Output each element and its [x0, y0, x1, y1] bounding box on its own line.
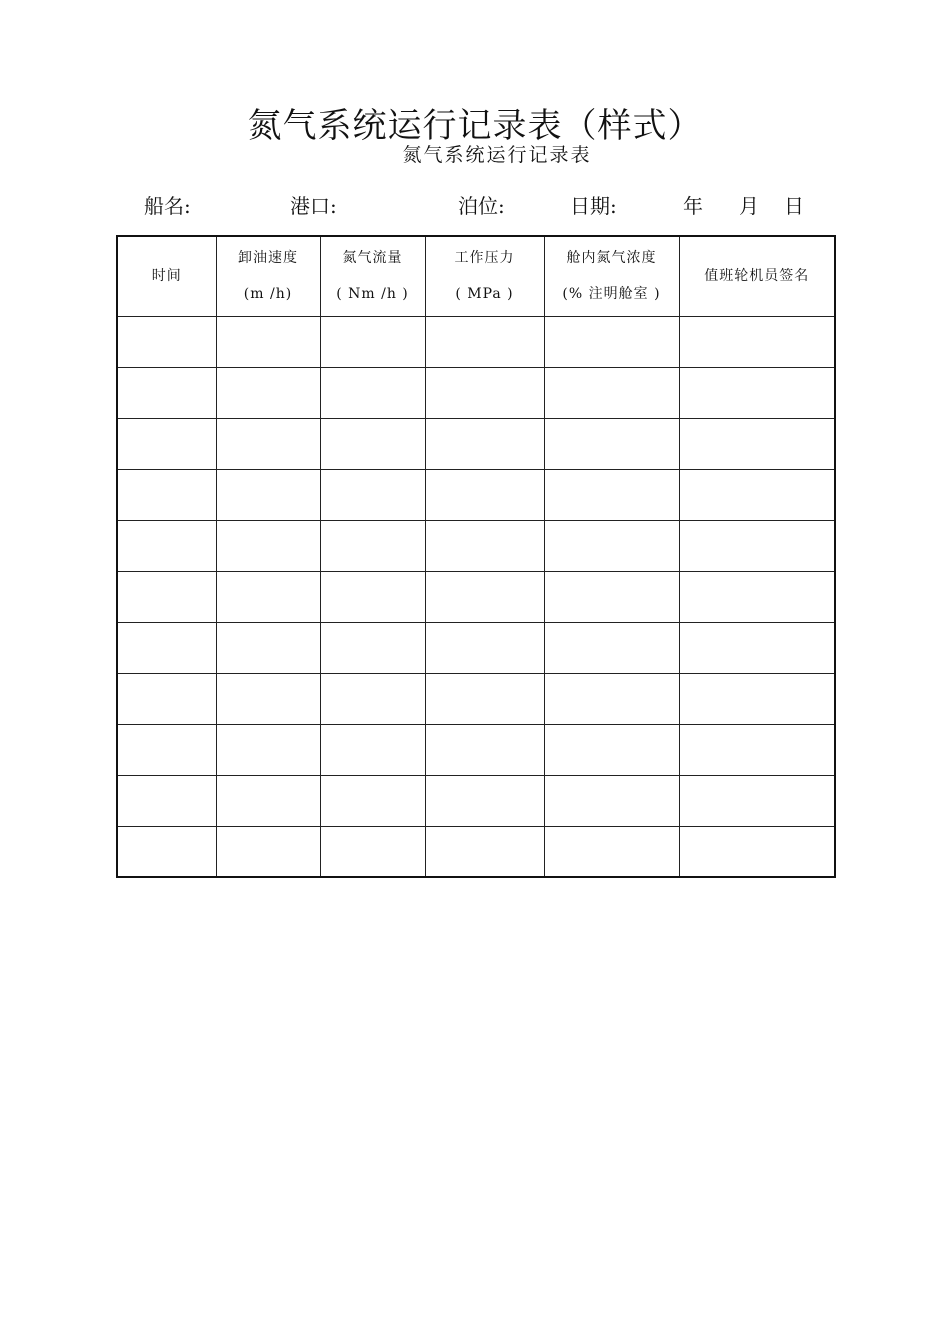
table-cell[interactable] [117, 520, 216, 571]
table-cell[interactable] [320, 367, 425, 418]
table-row [117, 775, 835, 826]
table-cell[interactable] [216, 367, 320, 418]
berth-label: 泊位: [458, 194, 505, 218]
table-cell[interactable] [679, 520, 835, 571]
table-row [117, 571, 835, 622]
header-nitrogen-flow: 氮气流量 ( Nm /h ) [320, 236, 425, 316]
table-row [117, 724, 835, 775]
table-cell[interactable] [320, 418, 425, 469]
table-cell[interactable] [117, 418, 216, 469]
year-label: 年 [683, 194, 703, 218]
table-cell[interactable] [216, 673, 320, 724]
table-cell[interactable] [544, 316, 679, 367]
table-cell[interactable] [679, 469, 835, 520]
table-cell[interactable] [117, 367, 216, 418]
table-cell[interactable] [679, 826, 835, 877]
nitrogen-log-table [116, 235, 836, 878]
table-cell[interactable] [216, 469, 320, 520]
table-cell[interactable] [425, 724, 544, 775]
table-row [117, 622, 835, 673]
table-cell[interactable] [679, 673, 835, 724]
header-engineer-signature: 值班轮机员签名 [679, 236, 835, 316]
document-subtitle: 氮气系统运行记录表 [402, 144, 592, 166]
table-cell[interactable] [320, 826, 425, 877]
table-cell[interactable] [216, 520, 320, 571]
table-cell[interactable] [117, 571, 216, 622]
table-cell[interactable] [679, 724, 835, 775]
table-cell[interactable] [425, 775, 544, 826]
table-cell[interactable] [679, 418, 835, 469]
document-title: 氮气系统运行记录表（样式） [247, 106, 703, 146]
table-cell[interactable] [320, 622, 425, 673]
table-cell[interactable] [544, 622, 679, 673]
table-cell[interactable] [320, 673, 425, 724]
table-header [117, 236, 835, 316]
table-row [117, 469, 835, 520]
table-cell[interactable] [425, 367, 544, 418]
table-cell[interactable] [425, 673, 544, 724]
date-label: 日期: [570, 194, 617, 218]
table-cell[interactable] [679, 316, 835, 367]
table-cell[interactable] [425, 418, 544, 469]
header-tank-nitrogen-concentration: 舱内氮气浓度 (% 注明舱室 ) [544, 236, 679, 316]
table-cell[interactable] [544, 520, 679, 571]
header-working-pressure: 工作压力 ( MPa ) [425, 236, 544, 316]
table-row [117, 826, 835, 877]
table-cell[interactable] [216, 571, 320, 622]
table-cell[interactable] [117, 469, 216, 520]
table-cell[interactable] [425, 316, 544, 367]
table-cell[interactable] [117, 775, 216, 826]
table-cell[interactable] [544, 367, 679, 418]
table-cell[interactable] [320, 724, 425, 775]
table-cell[interactable] [320, 316, 425, 367]
table-cell[interactable] [320, 775, 425, 826]
table-cell[interactable] [216, 724, 320, 775]
table-cell[interactable] [216, 826, 320, 877]
table-cell[interactable] [544, 418, 679, 469]
table-cell[interactable] [117, 622, 216, 673]
table-cell[interactable] [544, 571, 679, 622]
month-label: 月 [739, 194, 759, 218]
header-discharge-rate: 卸油速度 (m /h) [216, 236, 320, 316]
table-body [117, 316, 835, 877]
header-row [117, 236, 835, 316]
port-label: 港口: [290, 194, 337, 218]
table-cell[interactable] [216, 775, 320, 826]
table-cell[interactable] [679, 622, 835, 673]
table-row [117, 520, 835, 571]
table-cell[interactable] [544, 826, 679, 877]
table-cell[interactable] [425, 520, 544, 571]
table-cell[interactable] [679, 367, 835, 418]
table-cell[interactable] [544, 775, 679, 826]
table-cell[interactable] [320, 469, 425, 520]
ship-name-label: 船名: [144, 194, 191, 218]
table-cell[interactable] [117, 826, 216, 877]
table-cell[interactable] [117, 316, 216, 367]
header-time: 时间 [117, 236, 216, 316]
table-row [117, 673, 835, 724]
table-cell[interactable] [117, 673, 216, 724]
table-cell[interactable] [679, 775, 835, 826]
table-cell[interactable] [425, 826, 544, 877]
table-cell[interactable] [320, 520, 425, 571]
table-cell[interactable] [216, 622, 320, 673]
table-row [117, 367, 835, 418]
table-cell[interactable] [544, 673, 679, 724]
table-cell[interactable] [117, 724, 216, 775]
table-cell[interactable] [425, 469, 544, 520]
table-cell[interactable] [679, 571, 835, 622]
day-label: 日 [784, 194, 804, 218]
table-row [117, 418, 835, 469]
table-cell[interactable] [320, 571, 425, 622]
table-cell[interactable] [425, 622, 544, 673]
table-cell[interactable] [216, 418, 320, 469]
table-cell[interactable] [216, 316, 320, 367]
table-cell[interactable] [544, 469, 679, 520]
table-row [117, 316, 835, 367]
table-cell[interactable] [425, 571, 544, 622]
table-cell[interactable] [544, 724, 679, 775]
